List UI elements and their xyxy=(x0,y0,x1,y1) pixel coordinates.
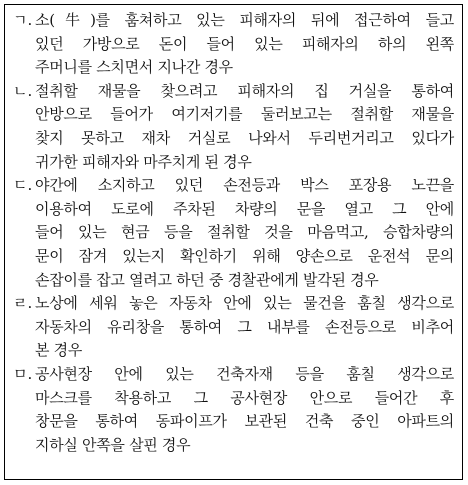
item-marker: ㅁ. xyxy=(13,364,33,383)
item-line: 본 경우 xyxy=(35,341,83,360)
item-text xyxy=(35,9,454,80)
item-marker: ㄴ. xyxy=(13,81,33,100)
item-line: 들어 있는 현금 등을 절취할 것을 마음먹고, 승합차량의 xyxy=(35,223,454,242)
item-line: 손잡이를 잡고 열려고 하던 중 경찰관에게 발각된 경우 xyxy=(35,270,379,289)
list-item-b xyxy=(13,80,454,174)
item-text xyxy=(35,80,454,174)
list-item-d xyxy=(13,292,454,363)
item-line: 지하실 안쪽을 살핀 경우 xyxy=(35,435,191,454)
document-box xyxy=(4,4,463,480)
item-text xyxy=(35,292,454,363)
item-line: 소(牛)를 훔쳐하고 있는 피해자의 뒤에 접근하여 들고 xyxy=(35,11,454,29)
item-marker: ㄱ. xyxy=(13,11,33,29)
list-item-c xyxy=(13,174,454,292)
item-line: 주머니를 스치면서 지나간 경우 xyxy=(35,58,233,77)
item-line: 자동차의 유리창을 통하여 그 내부를 손전등으로 비추어 xyxy=(35,317,454,336)
item-line: 귀가한 피해자와 마주치게 된 경우 xyxy=(35,152,252,171)
item-text xyxy=(35,363,454,457)
item-marker: ㄷ. xyxy=(13,176,33,195)
list-item-a xyxy=(13,9,454,80)
item-line: 이용하여 도로에 주차된 차량의 문을 열고 그 안에 xyxy=(35,199,454,218)
item-line: 마스크를 착용하고 그 공사현장 안으로 들어간 후 xyxy=(35,388,454,407)
item-line: 있던 가방으로 돈이 들어 있는 피해자의 하의 왼쪽 xyxy=(35,34,454,53)
item-line: 안방으로 들어가 여기저기를 둘러보고는 절취할 재물을 xyxy=(35,105,454,124)
item-line: 절취할 재물을 찾으려고 피해자의 집 거실을 통하여 xyxy=(35,81,454,100)
item-line: 창문을 통하여 동파이프가 보관된 건축 중인 아파트의 xyxy=(35,412,454,431)
list-item-e xyxy=(13,363,454,457)
item-text xyxy=(35,174,454,292)
item-line: 문이 잠겨 있는지 확인하기 위해 양손으로 운전석 문의 xyxy=(35,246,454,265)
item-marker: ㄹ. xyxy=(13,294,33,313)
item-line: 야간에 소지하고 있던 손전등과 박스 포장용 노끈을 xyxy=(35,176,454,195)
item-line: 노상에 세워 놓은 자동차 안에 있는 물건을 훔칠 생각으로 xyxy=(35,294,454,313)
item-line: 찾지 못하고 재차 거실로 나와서 두리번거리고 있다가 xyxy=(35,128,454,147)
item-line: 공사현장 안에 있는 건축자재 등을 훔칠 생각으로 xyxy=(35,364,454,383)
